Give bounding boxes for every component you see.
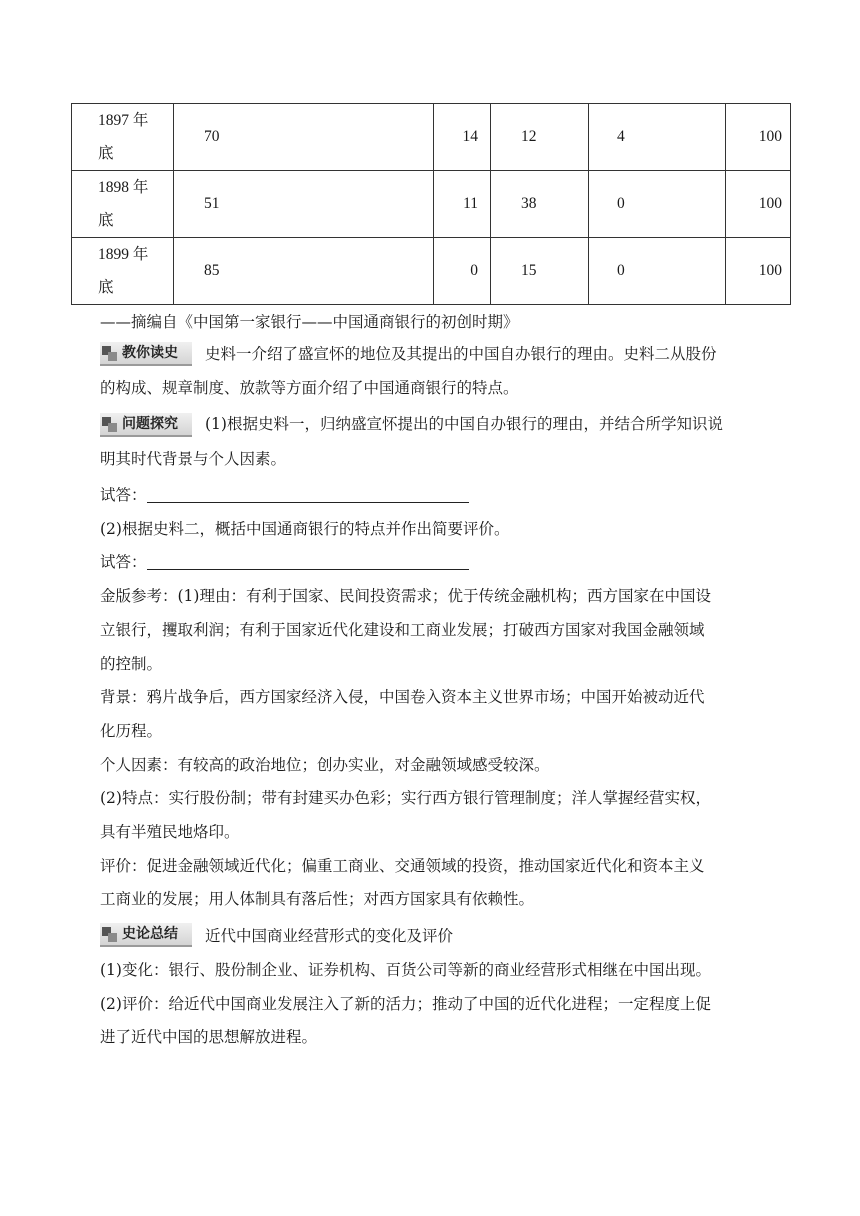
inquiry-badge: 问题探究 <box>100 413 192 437</box>
teach-text: 的构成、规章制度、放款等方面介绍了中国通商银行的特点。 <box>100 379 519 397</box>
table-row <box>72 104 791 171</box>
table-cell: 100 <box>726 238 791 305</box>
summary-badge: 史论总结 <box>100 923 192 947</box>
table-cell: 4 <box>589 104 726 171</box>
table-cell: 14 <box>434 104 491 171</box>
table-cell: 100 <box>726 104 791 171</box>
teach-text: 史料一介绍了盛宣怀的地位及其提出的中国自办银行的理由。史料二从股份 <box>205 345 717 363</box>
summary-text: (1)变化：银行、股份制企业、证券机构、百货公司等新的商业经营形式相继在中国出现。 <box>100 961 711 979</box>
reference-text: 的控制。 <box>100 655 163 673</box>
answer-label: 试答： <box>100 553 147 571</box>
reference-text: 立银行，攫取利润；有利于国家近代化建设和工商业发展；打破西方国家对我国金融领域 <box>100 621 705 639</box>
square-icon <box>108 352 117 361</box>
table-cell: 0 <box>589 171 726 238</box>
answer-row-2 <box>100 547 790 577</box>
question-1: (1)根据史料一，归纳盛宣怀提出的中国自办银行的理由，并结合所学知识说 <box>205 415 723 433</box>
table-cell: 12 <box>491 104 589 171</box>
data-table <box>71 103 791 305</box>
reference-text: 化历程。 <box>100 722 163 740</box>
year-cell: 1899 年 底 <box>72 238 174 305</box>
table-cell: 85 <box>174 238 434 305</box>
table-row <box>72 171 791 238</box>
summary-text: 进了近代中国的思想解放进程。 <box>100 1028 318 1046</box>
table-cell: 0 <box>434 238 491 305</box>
table-cell: 51 <box>174 171 434 238</box>
teach-badge: 教你读史 <box>100 342 192 366</box>
reference-text: 具有半殖民地烙印。 <box>100 823 240 841</box>
year-cell: 1897 年 底 <box>72 104 174 171</box>
answer-blank[interactable] <box>147 484 469 503</box>
year-cell: 1898 年 底 <box>72 171 174 238</box>
answer-label: 试答： <box>100 486 147 504</box>
table-cell: 100 <box>726 171 791 238</box>
table-cell: 15 <box>491 238 589 305</box>
square-icon <box>108 423 117 432</box>
reference-text: 个人因素：有较高的政治地位；创办实业，对金融领域感受较深。 <box>100 756 550 774</box>
reference-text: (2)特点：实行股份制；带有封建买办色彩；实行西方银行管理制度；洋人掌握经营实权， <box>100 789 711 807</box>
table-cell: 38 <box>491 171 589 238</box>
table-cell: 0 <box>589 238 726 305</box>
table-row <box>72 238 791 305</box>
summary-heading: 近代中国商业经营形式的变化及评价 <box>205 927 454 945</box>
answer-blank[interactable] <box>147 551 469 570</box>
reference-text: 金版参考：(1)理由：有利于国家、民间投资需求；优于传统金融机构；西方国家在中国设 <box>100 587 711 605</box>
table-cell: 70 <box>174 104 434 171</box>
reference-text: 背景：鸦片战争后，西方国家经济入侵，中国卷入资本主义世界市场；中国开始被动近代 <box>100 688 705 706</box>
question-1: 明其时代背景与个人因素。 <box>100 450 287 468</box>
table-cell: 11 <box>434 171 491 238</box>
source-citation: ——摘编自《中国第一家银行——中国通商银行的初创时期》 <box>100 313 519 331</box>
reference-text: 工商业的发展；用人体制具有落后性；对西方国家具有依赖性。 <box>100 890 535 908</box>
square-icon <box>108 933 117 942</box>
reference-text: 评价：促进金融领域近代化；偏重工商业、交通领域的投资，推动国家近代化和资本主义 <box>100 857 705 875</box>
summary-text: (2)评价：给近代中国商业发展注入了新的活力；推动了中国的近代化进程；一定程度上促 <box>100 995 711 1013</box>
answer-row-1 <box>100 480 790 510</box>
question-2: (2)根据史料二，概括中国通商银行的特点并作出简要评价。 <box>100 520 510 538</box>
